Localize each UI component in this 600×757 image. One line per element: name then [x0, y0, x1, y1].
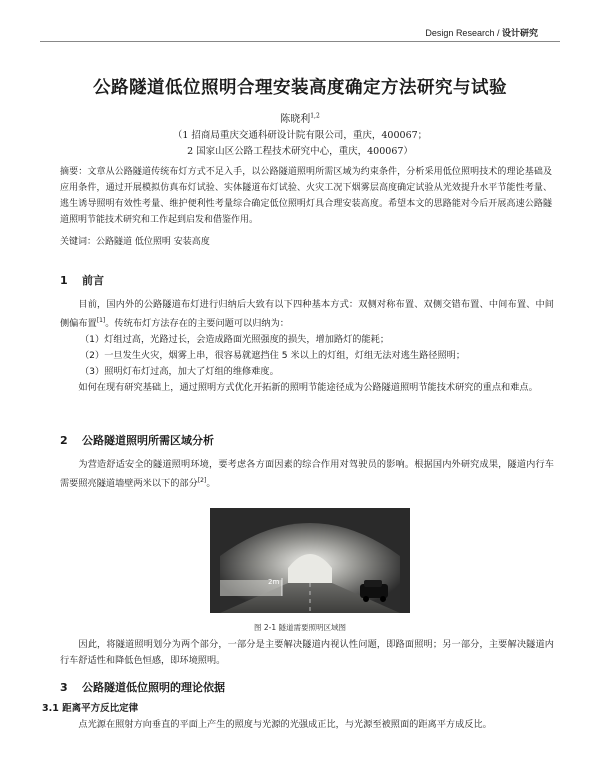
section-2-after: [60, 637, 554, 669]
list-item: （1）灯组过高，光路过长，会造成路面光照强度的损失，增加路灯的能耗；: [80, 334, 390, 346]
keywords-label: 关键词：: [60, 237, 97, 247]
keywords: [60, 234, 210, 247]
section-title: 前言: [82, 274, 104, 287]
paragraph: [60, 297, 554, 332]
subsection-3-1-heading: [42, 700, 138, 714]
text: 目前，国内外的公路隧道布灯进行归纳后大致有以下四种基本方式：双侧对称布置、双侧交错布置、中间布置、中间侧偏布置: [60, 299, 554, 330]
subsection-number: 3.1: [42, 703, 59, 714]
affiliation-1: （1 招商局重庆交通科研设计院有限公司，重庆，400067；: [172, 130, 428, 141]
figure-label: 2m: [268, 578, 280, 586]
keywords-text: 公路隧道 低位照明 安装高度: [96, 237, 210, 247]
abstract: [60, 164, 552, 228]
paper-title: 公路隧道低位照明合理安装高度确定方法研究与试验: [93, 78, 507, 98]
citation: [2]: [197, 477, 207, 484]
author-line: [0, 110, 600, 125]
header-rule: [40, 41, 560, 42]
header-en: Design Research /: [425, 28, 500, 38]
author-sup: 1,2: [310, 112, 320, 120]
paragraph: [60, 457, 554, 492]
section-title: 公路隧道低位照明的理论依据: [82, 681, 225, 694]
figure-caption: 图 2-1 隧道需要照明区域图: [253, 623, 347, 632]
author-name: 陈晓利: [280, 114, 311, 125]
section-number: 1: [60, 274, 68, 287]
text: 。: [206, 478, 216, 490]
list-item: （3）照明灯布灯过高，加大了灯组的维修难度。: [80, 366, 279, 378]
section-1-body: [60, 297, 554, 396]
section-number: 2: [60, 434, 68, 447]
section-3-body: [60, 717, 554, 733]
section-1-heading: [60, 272, 104, 288]
paragraph: 点光源在照射方向垂直的平面上产生的照度与光源的光强成正比，与光源至被照面的距离平方成反比。: [78, 719, 492, 730]
paragraph: 如何在现有研究基础上，通过照明方式优化开拓新的照明节能途径成为公路隧道照明节能技术研究的重点和难点。: [78, 382, 538, 394]
text: 为营造舒适安全的隧道照明环境，要考虑各方面因素的综合作用对驾驶员的影响。根据国内外研究成果，隧道内行车需要照亮隧道墙壁两米以下的部分: [60, 459, 554, 490]
paragraph: 因此，将隧道照明划分为两个部分，一部分是主要解决隧道内视认性问题，即路面照明；另一部分，主要解决隧道内行车舒适性和降低色恒感，即环境照明。: [60, 639, 554, 666]
section-2-body: [60, 457, 554, 492]
section-2-heading: [60, 432, 214, 448]
affiliation-2: 2 国家山区公路工程技术研究中心，重庆，400067）: [187, 146, 413, 157]
header-cn: 设计研究: [501, 29, 538, 39]
section-title: 公路隧道照明所需区域分析: [82, 434, 214, 447]
text: 。传统布灯方法存在的主要问题可以归纳为：: [105, 318, 289, 330]
tunnel-photo: [210, 508, 410, 613]
section-number: 3: [60, 681, 68, 694]
citation: [1]: [96, 317, 106, 324]
abstract-text: 文章从公路隧道传统布灯方式不足入手，以公路隧道照明所需区域为约束条件，分析采用低位照明技术的理论基础及应用条件，通过开展模拟仿真布灯试验、实体隧道布灯试验、火灾工况下烟雾层高度确定试验从光效提升水平节能性考量、逃生诱导照明有效性考量、维护便利性考量综合确定低位照明灯具合理安装高度。希望本文的思路能对今后开展高速公路隧道照明节能技术研究和工作起到启发和借鉴作用。: [60, 167, 552, 225]
running-header: [425, 26, 538, 39]
tunnel-illustration: [210, 508, 410, 613]
list-item: （2）一旦发生火灾，烟雾上串，很容易就遮挡住 5 米以上的灯组，灯组无法对逃生路径照明；: [80, 350, 466, 362]
subsection-title: 距离平方反比定律: [62, 703, 139, 714]
abstract-label: 摘要：: [60, 167, 88, 177]
section-3-heading: [60, 679, 225, 695]
